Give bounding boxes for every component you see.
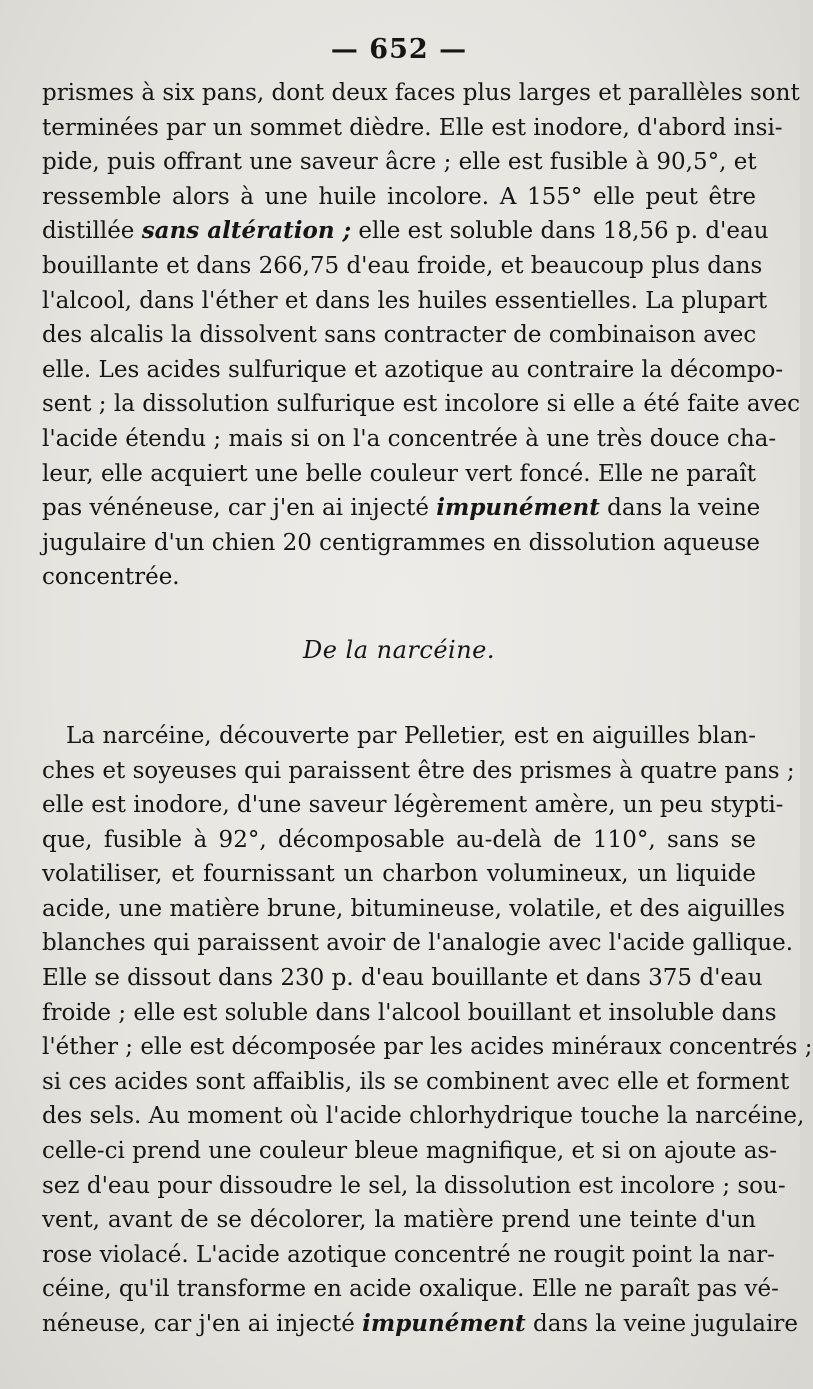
text-line [42, 892, 786, 927]
text-segment: rose violacé. L'acide azotique concentré ne rougit point la nar- [42, 1241, 775, 1268]
text-segment: sez d'eau pour dissoudre le sel, la dissolution est incolore ; sou- [42, 1172, 786, 1199]
text-segment: volatiliser, et fournissant un charbon volumineux, un liquide [42, 861, 756, 888]
page-number: — 652 — [330, 34, 468, 65]
text-line [42, 318, 756, 353]
text-line [42, 145, 756, 180]
text-segment: La narcéine, découverte par Pelletier, est en aiguilles blan- [66, 722, 756, 749]
text-segment: concentrée. [42, 564, 180, 591]
text-segment: prismes à six pans, dont deux faces plus larges et parallèles sont [42, 80, 800, 106]
text-line [42, 1307, 798, 1342]
text-segment: céine, qu'il transforme en acide oxalique. Elle ne paraît pas vé- [42, 1276, 779, 1303]
text-line [42, 996, 777, 1031]
text-segment: elle est inodore, d'une saveur légèrement amère, un peu stypti- [42, 792, 784, 819]
text-segment: jugulaire d'un chien 20 centigrammes en dissolution aqueuse [42, 529, 760, 556]
text-segment: celle-ci prend une couleur bleue magnifique, et si on ajoute as- [42, 1138, 778, 1165]
text-segment: blanches qui paraissent avoir de l'analogie avec l'acide gallique. [42, 930, 794, 957]
text-segment: leur, elle acquiert une belle couleur vert foncé. Elle ne paraît [42, 460, 756, 487]
section-heading: De la narcéine. [302, 635, 496, 664]
text-segment: elle. Les acides sulfurique et azotique au contraire la décompo- [42, 356, 784, 383]
text-segment: des alcalis la dissolvent sans contracter de combinaison avec [42, 322, 757, 349]
text-line [42, 857, 756, 892]
text-segment: vent, avant de se décolorer, la matière prend une teinte d'un [42, 1207, 756, 1234]
text-line [42, 214, 769, 249]
text-segment: acide, une matière brune, bitumineuse, volatile, et des aiguilles [42, 895, 786, 922]
text-segment: distillée [42, 218, 142, 245]
text-line [42, 754, 795, 789]
italic-emphasis: impunément [436, 494, 600, 522]
text-segment: elle est soluble dans 18,56 p. d'eau [351, 218, 769, 245]
text-line [42, 1030, 813, 1065]
text-line [42, 111, 783, 146]
text-segment: l'éther ; elle est décomposée par les acides minéraux concentrés ; [42, 1034, 813, 1061]
text-segment: l'alcool, dans l'éther et dans les huiles essentielles. La plupart [42, 287, 768, 314]
text-line [42, 457, 756, 492]
text-segment: si ces acides sont affaiblis, ils se combinent avec elle et forment [42, 1068, 790, 1095]
text-segment: froide ; elle est soluble dans l'alcool bouillant et insoluble dans [42, 999, 777, 1026]
text-line [42, 961, 763, 996]
text-line [42, 249, 763, 284]
text-segment: néneuse, car j'en ai injecté [42, 1311, 363, 1337]
text-line [42, 1099, 805, 1134]
text-line [42, 284, 768, 319]
paragraph-opium-alkaloid [42, 76, 801, 595]
text-line [42, 180, 756, 215]
text-line [42, 491, 761, 526]
text-line [42, 422, 777, 457]
text-line [42, 526, 760, 561]
text-line [42, 1169, 786, 1204]
text-line [42, 1238, 775, 1273]
text-segment: dans la veine [599, 495, 761, 522]
italic-emphasis: impunément [362, 1310, 526, 1337]
text-segment: ressemble alors à une huile incolore. A 155° elle peut être [42, 183, 756, 210]
text-line [42, 1272, 779, 1307]
text-line [42, 823, 756, 858]
text-line [42, 76, 800, 111]
text-segment: que, fusible à 92°, décomposable au-delà de 110°, sans se [42, 826, 756, 853]
text-segment: Elle se dissout dans 230 p. d'eau bouillante et dans 375 d'eau [42, 965, 763, 992]
text-line [42, 387, 801, 422]
paragraph-narceine [42, 719, 813, 1342]
italic-emphasis: sans altération ; [141, 217, 352, 245]
text-segment: pas vénéneuse, car j'en ai injecté [42, 495, 437, 522]
text-line [42, 1134, 778, 1169]
text-segment: bouillante et dans 266,75 d'eau froide, et beaucoup plus dans [42, 252, 763, 279]
text-segment: sent ; la dissolution sulfurique est incolore si elle a été faite avec [42, 391, 801, 418]
text-line [42, 1203, 756, 1238]
text-line [42, 353, 784, 388]
text-segment: pide, puis offrant une saveur âcre ; elle est fusible à 90,5°, et [42, 149, 757, 176]
text-segment: ches et soyeuses qui paraissent être des prismes à quatre pans ; [42, 757, 795, 784]
text-segment: l'acide étendu ; mais si on l'a concentrée à une très douce cha- [42, 425, 777, 452]
text-line [42, 719, 756, 754]
text-segment: des sels. Au moment où l'acide chlorhydrique touche la narcéine, [42, 1103, 805, 1130]
text-segment: dans la veine jugulaire [525, 1311, 798, 1337]
text-line [42, 926, 794, 961]
text-line [42, 788, 784, 823]
text-line [42, 560, 756, 595]
text-segment: terminées par un sommet dièdre. Elle est inodore, d'abord insi- [42, 114, 783, 141]
text-line [42, 1065, 790, 1100]
